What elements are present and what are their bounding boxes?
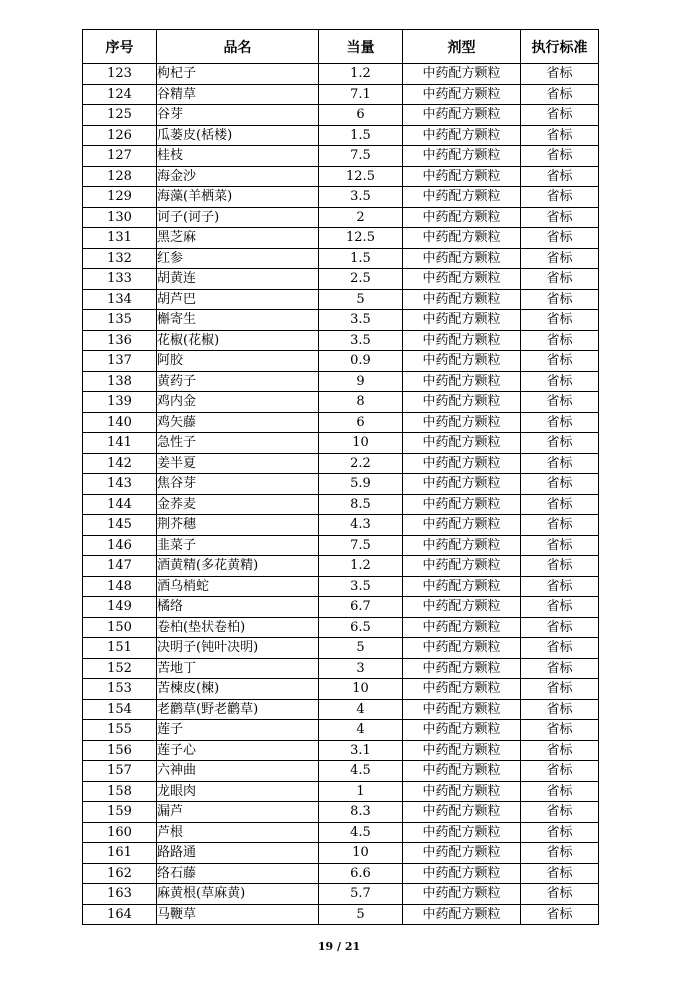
- table-row: [83, 392, 599, 413]
- cell-product-name: 马鞭草: [157, 904, 319, 925]
- cell-standard: 省标: [521, 843, 599, 864]
- cell-serial-number: 148: [83, 576, 157, 597]
- cell-serial-number: 135: [83, 310, 157, 331]
- table-row: [83, 617, 599, 638]
- cell-equivalent: 0.9: [319, 351, 403, 372]
- cell-serial-number: 142: [83, 453, 157, 474]
- cell-serial-number: 124: [83, 84, 157, 105]
- cell-standard: 省标: [521, 269, 599, 290]
- cell-serial-number: 136: [83, 330, 157, 351]
- cell-standard: 省标: [521, 433, 599, 454]
- cell-product-name: 花椒(花椒): [157, 330, 319, 351]
- table-row: [83, 84, 599, 105]
- cell-standard: 省标: [521, 535, 599, 556]
- cell-product-name: 苦楝皮(楝): [157, 679, 319, 700]
- cell-serial-number: 129: [83, 187, 157, 208]
- table-row: [83, 166, 599, 187]
- table-row: [83, 699, 599, 720]
- table-row: [83, 207, 599, 228]
- cell-standard: 省标: [521, 310, 599, 331]
- table-row: [83, 228, 599, 249]
- cell-dosage-form: 中药配方颗粒: [403, 433, 521, 454]
- table-row: [83, 761, 599, 782]
- cell-standard: 省标: [521, 351, 599, 372]
- cell-serial-number: 127: [83, 146, 157, 167]
- table-header-row: [83, 30, 599, 64]
- cell-dosage-form: 中药配方颗粒: [403, 617, 521, 638]
- table-row: [83, 802, 599, 823]
- cell-serial-number: 123: [83, 64, 157, 85]
- cell-equivalent: 4.5: [319, 822, 403, 843]
- table-row: [83, 187, 599, 208]
- cell-equivalent: 1: [319, 781, 403, 802]
- table-row: [83, 289, 599, 310]
- cell-dosage-form: 中药配方颗粒: [403, 269, 521, 290]
- cell-dosage-form: 中药配方颗粒: [403, 802, 521, 823]
- cell-standard: 省标: [521, 412, 599, 433]
- cell-equivalent: 6.6: [319, 863, 403, 884]
- cell-equivalent: 4.3: [319, 515, 403, 536]
- cell-serial-number: 132: [83, 248, 157, 269]
- cell-product-name: 麻黄根(草麻黄): [157, 884, 319, 905]
- cell-dosage-form: 中药配方颗粒: [403, 392, 521, 413]
- cell-standard: 省标: [521, 392, 599, 413]
- table-row: [83, 679, 599, 700]
- cell-dosage-form: 中药配方颗粒: [403, 904, 521, 925]
- cell-equivalent: 5: [319, 904, 403, 925]
- cell-product-name: 决明子(钝叶决明): [157, 638, 319, 659]
- cell-product-name: 金荞麦: [157, 494, 319, 515]
- cell-serial-number: 130: [83, 207, 157, 228]
- cell-standard: 省标: [521, 904, 599, 925]
- cell-standard: 省标: [521, 884, 599, 905]
- table-row: [83, 535, 599, 556]
- cell-serial-number: 162: [83, 863, 157, 884]
- cell-equivalent: 1.5: [319, 125, 403, 146]
- cell-product-name: 谷芽: [157, 105, 319, 126]
- cell-dosage-form: 中药配方颗粒: [403, 166, 521, 187]
- cell-dosage-form: 中药配方颗粒: [403, 84, 521, 105]
- cell-dosage-form: 中药配方颗粒: [403, 371, 521, 392]
- cell-serial-number: 149: [83, 597, 157, 618]
- header-serial-number: 序号: [83, 30, 157, 64]
- cell-standard: 省标: [521, 638, 599, 659]
- cell-dosage-form: 中药配方颗粒: [403, 720, 521, 741]
- cell-serial-number: 140: [83, 412, 157, 433]
- table-row: [83, 433, 599, 454]
- cell-product-name: 海藻(羊栖菜): [157, 187, 319, 208]
- cell-equivalent: 2.5: [319, 269, 403, 290]
- cell-equivalent: 1.2: [319, 556, 403, 577]
- cell-product-name: 酒乌梢蛇: [157, 576, 319, 597]
- cell-product-name: 谷精草: [157, 84, 319, 105]
- cell-standard: 省标: [521, 863, 599, 884]
- herb-table: [82, 29, 599, 925]
- cell-standard: 省标: [521, 597, 599, 618]
- cell-equivalent: 6: [319, 412, 403, 433]
- cell-product-name: 枸杞子: [157, 64, 319, 85]
- cell-dosage-form: 中药配方颗粒: [403, 125, 521, 146]
- cell-equivalent: 12.5: [319, 228, 403, 249]
- cell-equivalent: 10: [319, 843, 403, 864]
- cell-serial-number: 156: [83, 740, 157, 761]
- cell-product-name: 老鹳草(野老鹳草): [157, 699, 319, 720]
- cell-standard: 省标: [521, 494, 599, 515]
- cell-dosage-form: 中药配方颗粒: [403, 310, 521, 331]
- cell-dosage-form: 中药配方颗粒: [403, 679, 521, 700]
- cell-equivalent: 3: [319, 658, 403, 679]
- cell-product-name: 漏芦: [157, 802, 319, 823]
- cell-equivalent: 6.7: [319, 597, 403, 618]
- cell-serial-number: 139: [83, 392, 157, 413]
- cell-standard: 省标: [521, 679, 599, 700]
- cell-dosage-form: 中药配方颗粒: [403, 884, 521, 905]
- cell-product-name: 莲子心: [157, 740, 319, 761]
- cell-standard: 省标: [521, 474, 599, 495]
- cell-product-name: 路路通: [157, 843, 319, 864]
- cell-product-name: 姜半夏: [157, 453, 319, 474]
- cell-standard: 省标: [521, 64, 599, 85]
- cell-product-name: 络石藤: [157, 863, 319, 884]
- cell-standard: 省标: [521, 146, 599, 167]
- cell-standard: 省标: [521, 781, 599, 802]
- cell-equivalent: 2: [319, 207, 403, 228]
- table-row: [83, 248, 599, 269]
- cell-standard: 省标: [521, 228, 599, 249]
- cell-dosage-form: 中药配方颗粒: [403, 187, 521, 208]
- header-product-name: 品名: [157, 30, 319, 64]
- table-row: [83, 330, 599, 351]
- cell-dosage-form: 中药配方颗粒: [403, 207, 521, 228]
- cell-equivalent: 1.2: [319, 64, 403, 85]
- cell-standard: 省标: [521, 166, 599, 187]
- table-row: [83, 371, 599, 392]
- cell-equivalent: 3.5: [319, 187, 403, 208]
- table-row: [83, 576, 599, 597]
- table-row: [83, 453, 599, 474]
- header-equivalent: 当量: [319, 30, 403, 64]
- cell-product-name: 韭菜子: [157, 535, 319, 556]
- table-row: [83, 843, 599, 864]
- cell-equivalent: 8.3: [319, 802, 403, 823]
- table-row: [83, 269, 599, 290]
- cell-standard: 省标: [521, 248, 599, 269]
- cell-equivalent: 2.2: [319, 453, 403, 474]
- table-row: [83, 125, 599, 146]
- cell-standard: 省标: [521, 515, 599, 536]
- cell-standard: 省标: [521, 105, 599, 126]
- cell-serial-number: 150: [83, 617, 157, 638]
- table-row: [83, 146, 599, 167]
- cell-product-name: 急性子: [157, 433, 319, 454]
- cell-standard: 省标: [521, 207, 599, 228]
- table-row: [83, 638, 599, 659]
- cell-serial-number: 164: [83, 904, 157, 925]
- cell-standard: 省标: [521, 720, 599, 741]
- cell-dosage-form: 中药配方颗粒: [403, 863, 521, 884]
- cell-equivalent: 6: [319, 105, 403, 126]
- cell-serial-number: 155: [83, 720, 157, 741]
- cell-equivalent: 3.5: [319, 330, 403, 351]
- cell-product-name: 海金沙: [157, 166, 319, 187]
- cell-dosage-form: 中药配方颗粒: [403, 658, 521, 679]
- cell-dosage-form: 中药配方颗粒: [403, 64, 521, 85]
- cell-standard: 省标: [521, 289, 599, 310]
- cell-product-name: 红参: [157, 248, 319, 269]
- cell-serial-number: 151: [83, 638, 157, 659]
- cell-dosage-form: 中药配方颗粒: [403, 453, 521, 474]
- table-row: [83, 474, 599, 495]
- table-row: [83, 720, 599, 741]
- cell-product-name: 黑芝麻: [157, 228, 319, 249]
- cell-dosage-form: 中药配方颗粒: [403, 146, 521, 167]
- table-row: [83, 884, 599, 905]
- cell-standard: 省标: [521, 699, 599, 720]
- cell-serial-number: 154: [83, 699, 157, 720]
- cell-dosage-form: 中药配方颗粒: [403, 576, 521, 597]
- cell-serial-number: 159: [83, 802, 157, 823]
- table-row: [83, 412, 599, 433]
- cell-dosage-form: 中药配方颗粒: [403, 228, 521, 249]
- cell-serial-number: 141: [83, 433, 157, 454]
- cell-standard: 省标: [521, 802, 599, 823]
- cell-dosage-form: 中药配方颗粒: [403, 740, 521, 761]
- cell-product-name: 荆芥穗: [157, 515, 319, 536]
- header-dosage-form: 剂型: [403, 30, 521, 64]
- cell-equivalent: 7.1: [319, 84, 403, 105]
- cell-product-name: 莲子: [157, 720, 319, 741]
- table-row: [83, 494, 599, 515]
- cell-dosage-form: 中药配方颗粒: [403, 330, 521, 351]
- cell-dosage-form: 中药配方颗粒: [403, 105, 521, 126]
- cell-standard: 省标: [521, 740, 599, 761]
- cell-dosage-form: 中药配方颗粒: [403, 248, 521, 269]
- cell-product-name: 橘络: [157, 597, 319, 618]
- cell-dosage-form: 中药配方颗粒: [403, 474, 521, 495]
- cell-equivalent: 4: [319, 720, 403, 741]
- cell-product-name: 诃子(诃子): [157, 207, 319, 228]
- cell-standard: 省标: [521, 617, 599, 638]
- cell-equivalent: 4: [319, 699, 403, 720]
- cell-equivalent: 5: [319, 289, 403, 310]
- cell-dosage-form: 中药配方颗粒: [403, 289, 521, 310]
- cell-serial-number: 161: [83, 843, 157, 864]
- table-row: [83, 822, 599, 843]
- cell-equivalent: 3.5: [319, 310, 403, 331]
- cell-equivalent: 3.1: [319, 740, 403, 761]
- table-row: [83, 740, 599, 761]
- cell-equivalent: 7.5: [319, 146, 403, 167]
- cell-equivalent: 5: [319, 638, 403, 659]
- cell-standard: 省标: [521, 822, 599, 843]
- cell-product-name: 鸡矢藤: [157, 412, 319, 433]
- cell-serial-number: 134: [83, 289, 157, 310]
- cell-serial-number: 125: [83, 105, 157, 126]
- cell-dosage-form: 中药配方颗粒: [403, 638, 521, 659]
- cell-dosage-form: 中药配方颗粒: [403, 822, 521, 843]
- cell-product-name: 桂枝: [157, 146, 319, 167]
- cell-standard: 省标: [521, 576, 599, 597]
- cell-equivalent: 1.5: [319, 248, 403, 269]
- cell-product-name: 槲寄生: [157, 310, 319, 331]
- cell-dosage-form: 中药配方颗粒: [403, 515, 521, 536]
- cell-standard: 省标: [521, 453, 599, 474]
- table-body: [83, 64, 599, 925]
- cell-dosage-form: 中药配方颗粒: [403, 843, 521, 864]
- cell-product-name: 卷柏(垫状卷柏): [157, 617, 319, 638]
- cell-serial-number: 143: [83, 474, 157, 495]
- header-standard: 执行标准: [521, 30, 599, 64]
- cell-standard: 省标: [521, 125, 599, 146]
- cell-product-name: 龙眼肉: [157, 781, 319, 802]
- cell-serial-number: 145: [83, 515, 157, 536]
- cell-serial-number: 137: [83, 351, 157, 372]
- cell-equivalent: 8.5: [319, 494, 403, 515]
- cell-standard: 省标: [521, 84, 599, 105]
- cell-equivalent: 10: [319, 679, 403, 700]
- cell-standard: 省标: [521, 658, 599, 679]
- cell-equivalent: 8: [319, 392, 403, 413]
- cell-product-name: 鸡内金: [157, 392, 319, 413]
- cell-product-name: 胡芦巴: [157, 289, 319, 310]
- table-row: [83, 515, 599, 536]
- cell-product-name: 酒黄精(多花黄精): [157, 556, 319, 577]
- table-row: [83, 351, 599, 372]
- table-row: [83, 863, 599, 884]
- cell-serial-number: 160: [83, 822, 157, 843]
- cell-equivalent: 10: [319, 433, 403, 454]
- cell-dosage-form: 中药配方颗粒: [403, 761, 521, 782]
- cell-serial-number: 144: [83, 494, 157, 515]
- cell-serial-number: 152: [83, 658, 157, 679]
- cell-standard: 省标: [521, 371, 599, 392]
- cell-dosage-form: 中药配方颗粒: [403, 494, 521, 515]
- table-row: [83, 105, 599, 126]
- table-row: [83, 556, 599, 577]
- cell-equivalent: 5.7: [319, 884, 403, 905]
- cell-serial-number: 158: [83, 781, 157, 802]
- cell-dosage-form: 中药配方颗粒: [403, 781, 521, 802]
- cell-equivalent: 5.9: [319, 474, 403, 495]
- cell-dosage-form: 中药配方颗粒: [403, 535, 521, 556]
- cell-standard: 省标: [521, 761, 599, 782]
- table-row: [83, 658, 599, 679]
- table-row: [83, 904, 599, 925]
- table-row: [83, 310, 599, 331]
- cell-serial-number: 131: [83, 228, 157, 249]
- cell-standard: 省标: [521, 556, 599, 577]
- cell-serial-number: 126: [83, 125, 157, 146]
- cell-product-name: 苦地丁: [157, 658, 319, 679]
- cell-serial-number: 147: [83, 556, 157, 577]
- cell-equivalent: 4.5: [319, 761, 403, 782]
- cell-dosage-form: 中药配方颗粒: [403, 556, 521, 577]
- table-row: [83, 64, 599, 85]
- cell-dosage-form: 中药配方颗粒: [403, 699, 521, 720]
- cell-serial-number: 153: [83, 679, 157, 700]
- cell-dosage-form: 中药配方颗粒: [403, 597, 521, 618]
- cell-product-name: 阿胶: [157, 351, 319, 372]
- cell-serial-number: 128: [83, 166, 157, 187]
- table-row: [83, 781, 599, 802]
- cell-product-name: 六神曲: [157, 761, 319, 782]
- cell-equivalent: 9: [319, 371, 403, 392]
- cell-product-name: 胡黄连: [157, 269, 319, 290]
- cell-serial-number: 163: [83, 884, 157, 905]
- cell-product-name: 黄药子: [157, 371, 319, 392]
- cell-serial-number: 157: [83, 761, 157, 782]
- cell-standard: 省标: [521, 187, 599, 208]
- cell-equivalent: 12.5: [319, 166, 403, 187]
- page-number: 19 / 21: [317, 940, 361, 953]
- table-row: [83, 597, 599, 618]
- cell-equivalent: 6.5: [319, 617, 403, 638]
- cell-product-name: 焦谷芽: [157, 474, 319, 495]
- cell-serial-number: 138: [83, 371, 157, 392]
- cell-dosage-form: 中药配方颗粒: [403, 412, 521, 433]
- cell-product-name: 芦根: [157, 822, 319, 843]
- cell-serial-number: 146: [83, 535, 157, 556]
- cell-standard: 省标: [521, 330, 599, 351]
- cell-equivalent: 3.5: [319, 576, 403, 597]
- cell-product-name: 瓜蒌皮(栝楼): [157, 125, 319, 146]
- cell-serial-number: 133: [83, 269, 157, 290]
- cell-dosage-form: 中药配方颗粒: [403, 351, 521, 372]
- cell-equivalent: 7.5: [319, 535, 403, 556]
